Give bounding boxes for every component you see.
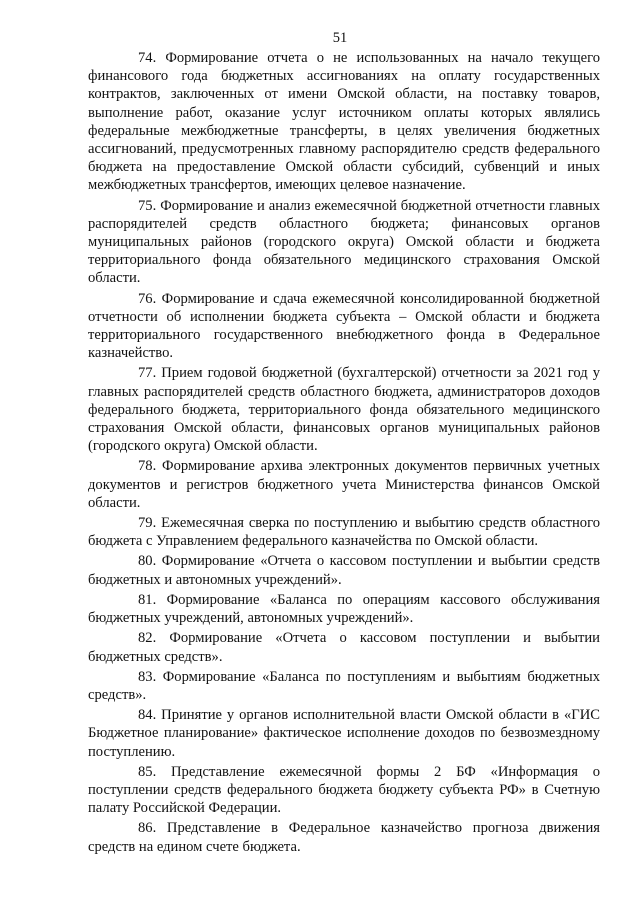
paragraph-74: 74. Формирование отчета о не использованных на начало текущего финансового года бюджетных ассигнованиях на оплату государственных контрактов, заключенных от имени Омской области, на поставку товаров, выполнение работ, оказание услуг источником оплаты которых являлись федеральные межбюджетные трансферты, в целях увеличения бюджетных ассигнований, предусмотренных главному распорядителю средств федерального бюджета на предоставление Омской области субсидий, субвенций и иных межбюджетных трансфертов, имеющих целевое назначение. <box>88 50 600 194</box>
paragraph-85: 85. Представление ежемесячной формы 2 БФ «Информация о поступлении средств федерального бюджета бюджету субъекта РФ» в Счетную палату Российской Федерации. <box>88 763 600 817</box>
paragraph-77: 77. Прием годовой бюджетной (бухгалтерской) отчетности за 2021 год у главных распорядителей средств областного бюджета, администраторов доходов федерального бюджета, территориального фонда обязательного медицинского страхования Омской области, финансовых органов муниципальных районов (городского округа) Омской области. <box>88 365 600 455</box>
paragraph-79: 79. Ежемесячная сверка по поступлению и выбытию средств областного бюджета с Управлением федерального казначейства по Омской области. <box>88 515 600 550</box>
document-body <box>88 49 600 858</box>
paragraph-82: 82. Формирование «Отчета о кассовом поступлении и выбытии бюджетных средств». <box>88 630 600 665</box>
paragraph-86: 86. Представление в Федеральное казначейство прогноза движения средств на едином счете бюджета. <box>88 820 600 855</box>
paragraph-78: 78. Формирование архива электронных документов первичных учетных документов и регистров бюджетного учета Министерства финансов Омской области. <box>88 458 600 511</box>
paragraph-81: 81. Формирование «Баланса по операциям кассового обслуживания бюджетных учреждений, автономных учреждений». <box>88 591 600 627</box>
paragraph-76: 76. Формирование и сдача ежемесячной консолидированной бюджетной отчетности об исполнении бюджета субъекта – Омской области и бюджета территориального государственного внебюджетного фонда в Федеральное казначейство. <box>88 290 600 362</box>
page-number: 51 <box>332 30 348 46</box>
paragraph-84: 84. Принятие у органов исполнительной власти Омской области в «ГИС Бюджетное планирование» фактическое исполнение доходов по безвозмездному поступлению. <box>88 707 600 760</box>
paragraph-83: 83. Формирование «Баланса по поступлениям и выбытиям бюджетных средств». <box>88 668 600 703</box>
paragraph-75: 75. Формирование и анализ ежемесячной бюджетной отчетности главных распорядителей средств областного бюджета; финансовых органов муниципальных районов (городского округа) Омской области и бюджета территориального фонда обязательного медицинского страхования Омской области. <box>88 197 600 287</box>
paragraph-80: 80. Формирование «Отчета о кассовом поступлении и выбытии средств бюджетных и автономных учреждений». <box>88 553 600 588</box>
